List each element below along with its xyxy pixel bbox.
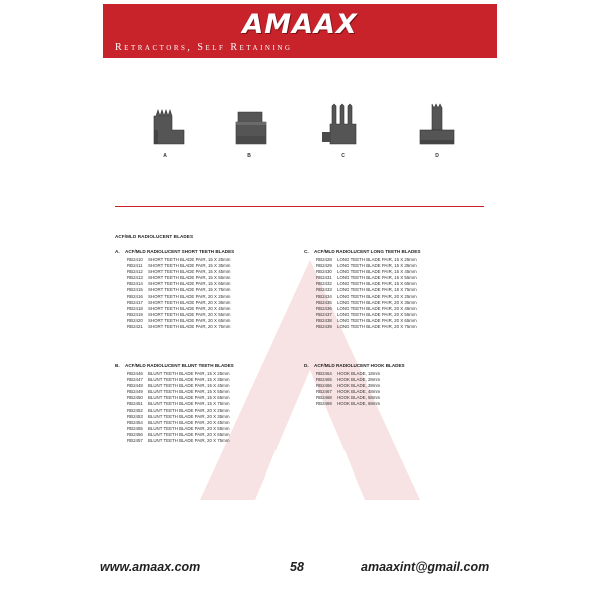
product-description: LONG TEETH BLADE PAIR, 15 X 25mm (337, 257, 417, 262)
product-code: RB2411 (127, 263, 143, 269)
product-description: BLUNT TEETH BLADE PAIR, 20 X 25mm (148, 407, 230, 413)
section-letter: D. (304, 363, 309, 368)
product-description: BLUNT TEETH BLADE PAIR, 15 X 75mm (148, 401, 230, 407)
product-description: SHORT TEETH BLADE PAIR, 20 X 45mm (148, 305, 231, 311)
section-heading (115, 363, 295, 371)
figure-a (140, 100, 190, 160)
product-code: RB2420 (127, 317, 143, 323)
product-row (304, 324, 484, 330)
product-description: LONG TEETH BLADE PAIR, 15 X 35mm (337, 263, 417, 269)
product-code: RB2448 (127, 383, 143, 389)
product-description: LONG TEETH BLADE PAIR, 20 X 75mm (337, 324, 417, 330)
product-description: HOOK BLADE, 48mm (337, 389, 381, 395)
product-code: RB2446 (127, 371, 143, 376)
product-code: RB2465 (316, 377, 332, 383)
brand-logo: AMAAX (242, 9, 358, 40)
product-code: RB2436 (316, 305, 332, 311)
product-code: RB2467 (316, 389, 332, 395)
product-description: HOOK BLADE, 18mm (337, 371, 381, 376)
product-description: SHORT TEETH BLADE PAIR, 15 X 75mm (148, 287, 231, 293)
product-row (115, 438, 295, 444)
product-code: RB2413 (127, 275, 143, 281)
product-code: RB2432 (316, 281, 332, 287)
product-description: SHORT TEETH BLADE PAIR, 15 X 55mm (148, 275, 231, 281)
product-code: RB2437 (316, 311, 332, 317)
product-code: RB2451 (127, 401, 143, 407)
blunt-teeth-blade-icon (224, 100, 274, 152)
footer-email-link[interactable]: amaaxint@gmail.com (361, 560, 490, 574)
product-description: SHORT TEETH BLADE PAIR, 15 X 65mm (148, 281, 231, 287)
section-heading (115, 249, 295, 257)
product-code: RB2447 (127, 377, 143, 383)
product-description: BLUNT TEETH BLADE PAIR, 20 X 65mm (148, 431, 230, 437)
catalog-subtitle: Retractors, Self Retaining (115, 42, 293, 53)
footer-website-link[interactable]: www.amaax.com (100, 560, 201, 574)
product-code: RB2418 (127, 305, 143, 311)
product-description: LONG TEETH BLADE PAIR, 15 X 65mm (337, 281, 417, 287)
product-code: RB2453 (127, 413, 143, 419)
product-code: RB2428 (316, 257, 332, 262)
section-title: ACF/MLD RADIOLUCENT HOOK BLADES (314, 363, 405, 368)
section-letter: A. (115, 249, 120, 254)
product-code: RB2410 (127, 257, 143, 262)
product-description: HOOK BLADE, 38mm (337, 383, 381, 389)
product-code: RB2469 (316, 401, 332, 407)
product-description: BLUNT TEETH BLADE PAIR, 20 X 75mm (148, 438, 230, 444)
product-code: RB2416 (127, 293, 143, 299)
product-code: RB2433 (316, 287, 332, 293)
figure-label: B (247, 153, 251, 159)
product-code: RB2452 (127, 407, 143, 413)
product-code: RB2435 (316, 299, 332, 305)
section-letter: C. (304, 249, 309, 254)
section-blunt-teeth (115, 363, 295, 444)
section-letter: B. (115, 363, 120, 368)
product-description: BLUNT TEETH BLADE PAIR, 15 X 35mm (148, 377, 230, 383)
product-code: RB2464 (316, 371, 332, 376)
blade-figures (140, 100, 460, 160)
product-description: LONG TEETH BLADE PAIR, 20 X 35mm (337, 299, 417, 305)
product-description: SHORT TEETH BLADE PAIR, 20 X 25mm (148, 293, 231, 299)
product-code: RB2414 (127, 281, 143, 287)
product-description: BLUNT TEETH BLADE PAIR, 20 X 45mm (148, 419, 230, 425)
product-code: RB2412 (127, 269, 143, 275)
product-code: RB2415 (127, 287, 143, 293)
product-description: LONG TEETH BLADE PAIR, 20 X 55mm (337, 311, 417, 317)
product-code: RB2449 (127, 389, 143, 395)
product-code: RB2450 (127, 395, 143, 401)
product-code: RB2429 (316, 263, 332, 269)
product-description: BLUNT TEETH BLADE PAIR, 20 X 55mm (148, 425, 230, 431)
product-description: BLUNT TEETH BLADE PAIR, 15 X 25mm (148, 371, 230, 376)
product-description: SHORT TEETH BLADE PAIR, 20 X 65mm (148, 317, 231, 323)
section-long-teeth (304, 249, 484, 330)
figure-label: C (341, 153, 345, 159)
product-code: RB2430 (316, 269, 332, 275)
figure-d (412, 100, 462, 160)
product-description: BLUNT TEETH BLADE PAIR, 15 X 45mm (148, 383, 230, 389)
section-hook-blades (304, 363, 484, 408)
product-description: LONG TEETH BLADE PAIR, 20 X 65mm (337, 317, 417, 323)
product-code: RB2417 (127, 299, 143, 305)
product-description: HOOK BLADE, 68mm (337, 401, 381, 407)
hook-blade-icon (412, 100, 462, 152)
figure-c (318, 100, 368, 160)
section-divider (115, 206, 484, 207)
product-code: RB2419 (127, 311, 143, 317)
product-code: RB2466 (316, 383, 332, 389)
section-short-teeth (115, 249, 295, 330)
product-code: RB2454 (127, 419, 143, 425)
figure-label: A (163, 153, 167, 159)
product-code: RB2434 (316, 293, 332, 299)
product-code: RB2457 (127, 438, 143, 444)
product-code: RB2421 (127, 324, 143, 330)
figure-label: D (435, 153, 439, 159)
product-description: LONG TEETH BLADE PAIR, 15 X 55mm (337, 275, 417, 281)
product-code: RB2431 (316, 275, 332, 281)
product-description: LONG TEETH BLADE PAIR, 20 X 25mm (337, 293, 417, 299)
product-description: LONG TEETH BLADE PAIR, 15 X 75mm (337, 287, 417, 293)
product-code: RB2456 (127, 431, 143, 437)
section-heading (304, 363, 484, 371)
product-description: HOOK BLADE, 28mm (337, 377, 381, 383)
section-title: ACF/MLD RADIOLUCENT BLUNT TEETH BLADES (125, 363, 234, 368)
section-title: ACF/MLD RADIOLUCENT LONG TEETH BLADES (314, 249, 421, 254)
product-description: HOOK BLADE, 58mm (337, 395, 381, 401)
long-teeth-blade-icon (318, 100, 368, 152)
product-description: SHORT TEETH BLADE PAIR, 15 X 25mm (148, 257, 231, 262)
product-description: BLUNT TEETH BLADE PAIR, 15 X 65mm (148, 395, 230, 401)
section-title: ACF/MLD RADIOLUCENT SHORT TEETH BLADES (125, 249, 235, 254)
product-description: SHORT TEETH BLADE PAIR, 15 X 35mm (148, 263, 231, 269)
product-row (115, 324, 295, 330)
product-code: RB2468 (316, 395, 332, 401)
product-description: SHORT TEETH BLADE PAIR, 15 X 45mm (148, 269, 231, 275)
product-description: SHORT TEETH BLADE PAIR, 20 X 75mm (148, 324, 231, 330)
product-row (304, 401, 484, 407)
product-code: RB2439 (316, 324, 332, 330)
page-number: 58 (290, 560, 304, 574)
figure-b (224, 100, 274, 160)
product-code: RB2455 (127, 425, 143, 431)
product-code: RB2438 (316, 317, 332, 323)
header-band (103, 4, 497, 58)
short-teeth-blade-icon (140, 100, 190, 152)
product-description: BLUNT TEETH BLADE PAIR, 15 X 55mm (148, 389, 230, 395)
section-heading (304, 249, 484, 257)
product-description: LONG TEETH BLADE PAIR, 20 X 45mm (337, 305, 417, 311)
product-description: BLUNT TEETH BLADE PAIR, 20 X 35mm (148, 413, 230, 419)
product-description: SHORT TEETH BLADE PAIR, 20 X 55mm (148, 311, 231, 317)
product-description: LONG TEETH BLADE PAIR, 15 X 45mm (337, 269, 417, 275)
page-title: ACF/MLD RADIOLUCENT BLADES (115, 234, 194, 239)
product-description: SHORT TEETH BLADE PAIR, 20 X 35mm (148, 299, 231, 305)
